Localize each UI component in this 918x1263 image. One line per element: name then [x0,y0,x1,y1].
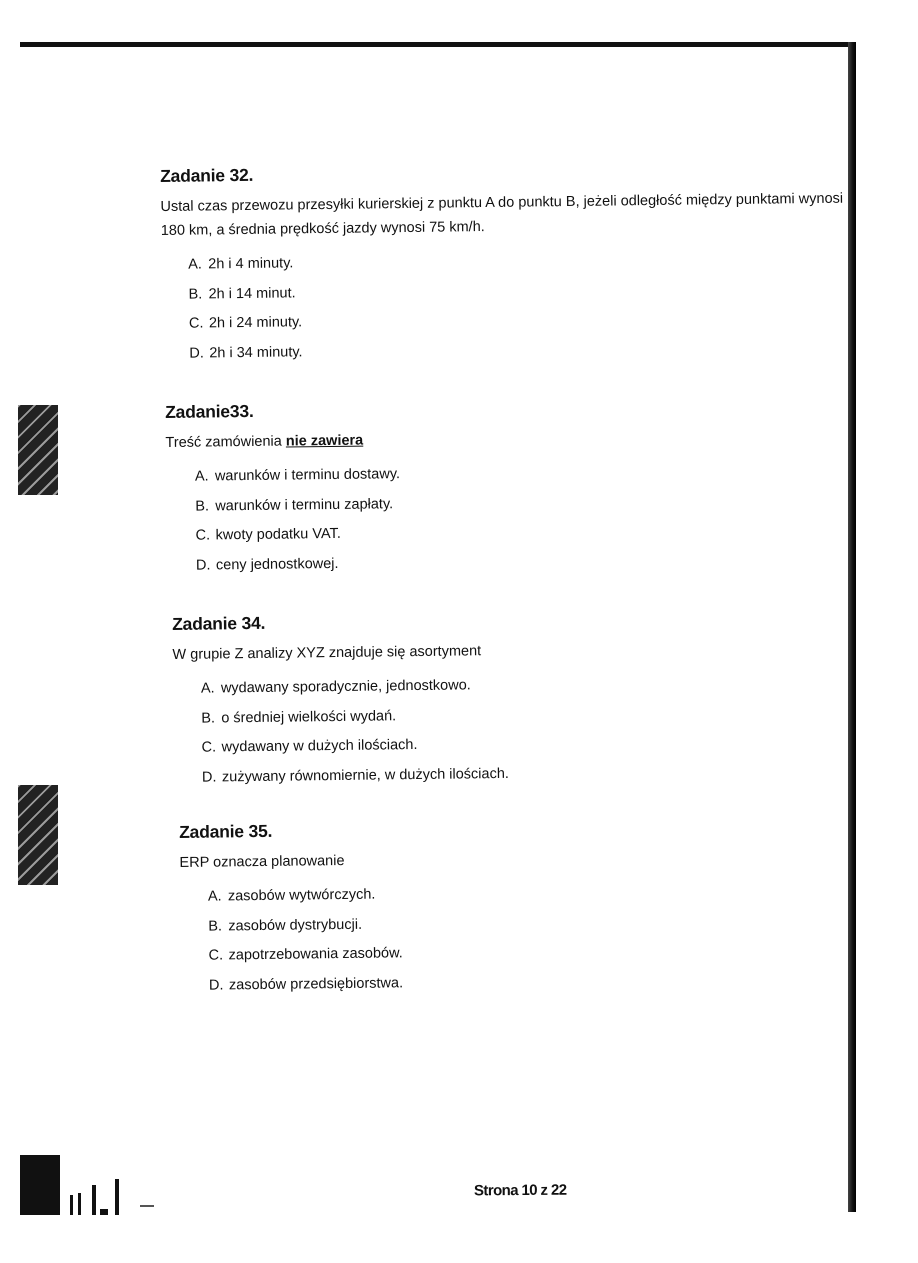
answer-option-d[interactable]: D. 2h i 34 minuty. [189,343,303,362]
task-34 [172,607,774,799]
answer-option-c[interactable]: C. zapotrzebowania zasobów. [208,945,403,964]
answer-option-b[interactable]: B. zasobów dystrybucji. [208,916,363,935]
answer-option-c[interactable]: C. wydawany w dużych ilościach. [201,737,418,756]
answer-option-d[interactable]: D. zasobów przedsiębiorstwa. [208,974,404,994]
task-question: Treść zamówienia nie zawiera [165,432,364,451]
answer-option-a[interactable]: A. 2h i 4 minuty. [188,255,294,273]
task-title: Zadanie 32. [160,164,254,186]
answer-option-b[interactable]: B. 2h i 14 minut. [188,284,296,303]
task-title: Zadanie33. [165,400,254,422]
answer-list [201,674,774,799]
answer-option-a[interactable]: A. warunków i terminu dostawy. [194,466,401,485]
answer-list [195,462,767,587]
answer-list [188,249,852,375]
answer-option-d[interactable]: D. zużywany równomiernie, w dużych ilościach. [201,765,509,786]
task-33 [165,395,767,587]
answer-option-c[interactable]: C. 2h i 24 minuty. [188,314,303,332]
emphasis-text: nie zawiera [285,432,364,450]
answer-option-d[interactable]: D. ceny jednostkowej. [195,555,339,574]
task-title: Zadanie 34. [172,612,266,634]
task-35 [179,815,781,1007]
answer-option-a[interactable]: A. wydawany sporadycznie, jednostkowo. [200,677,471,697]
answer-option-b[interactable]: B. warunków i terminu zapłaty. [195,495,394,515]
answer-list [208,882,781,1007]
task-question: ERP oznacza planowanie [179,852,345,871]
answer-option-c[interactable]: C. kwoty podatku VAT. [195,525,341,544]
task-32 [160,158,853,375]
page-number: Strona 10 z 22 [473,1181,567,1200]
task-title: Zadanie 35. [179,820,273,842]
task-question: W grupie Z analizy XYZ znajduje się asortyment [172,643,482,663]
answer-option-a[interactable]: A. zasobów wytwórczych. [207,886,376,905]
task-question: Ustal czas przewozu przesyłki kurierskiej z punktu A do punktu B, jeżeli odległość między punktami wynosi 180 km, a średnia prędkość jazdy wynosi 75 km/h. [160,190,844,239]
answer-option-b[interactable]: B. o średniej wielkości wydań. [201,707,397,727]
